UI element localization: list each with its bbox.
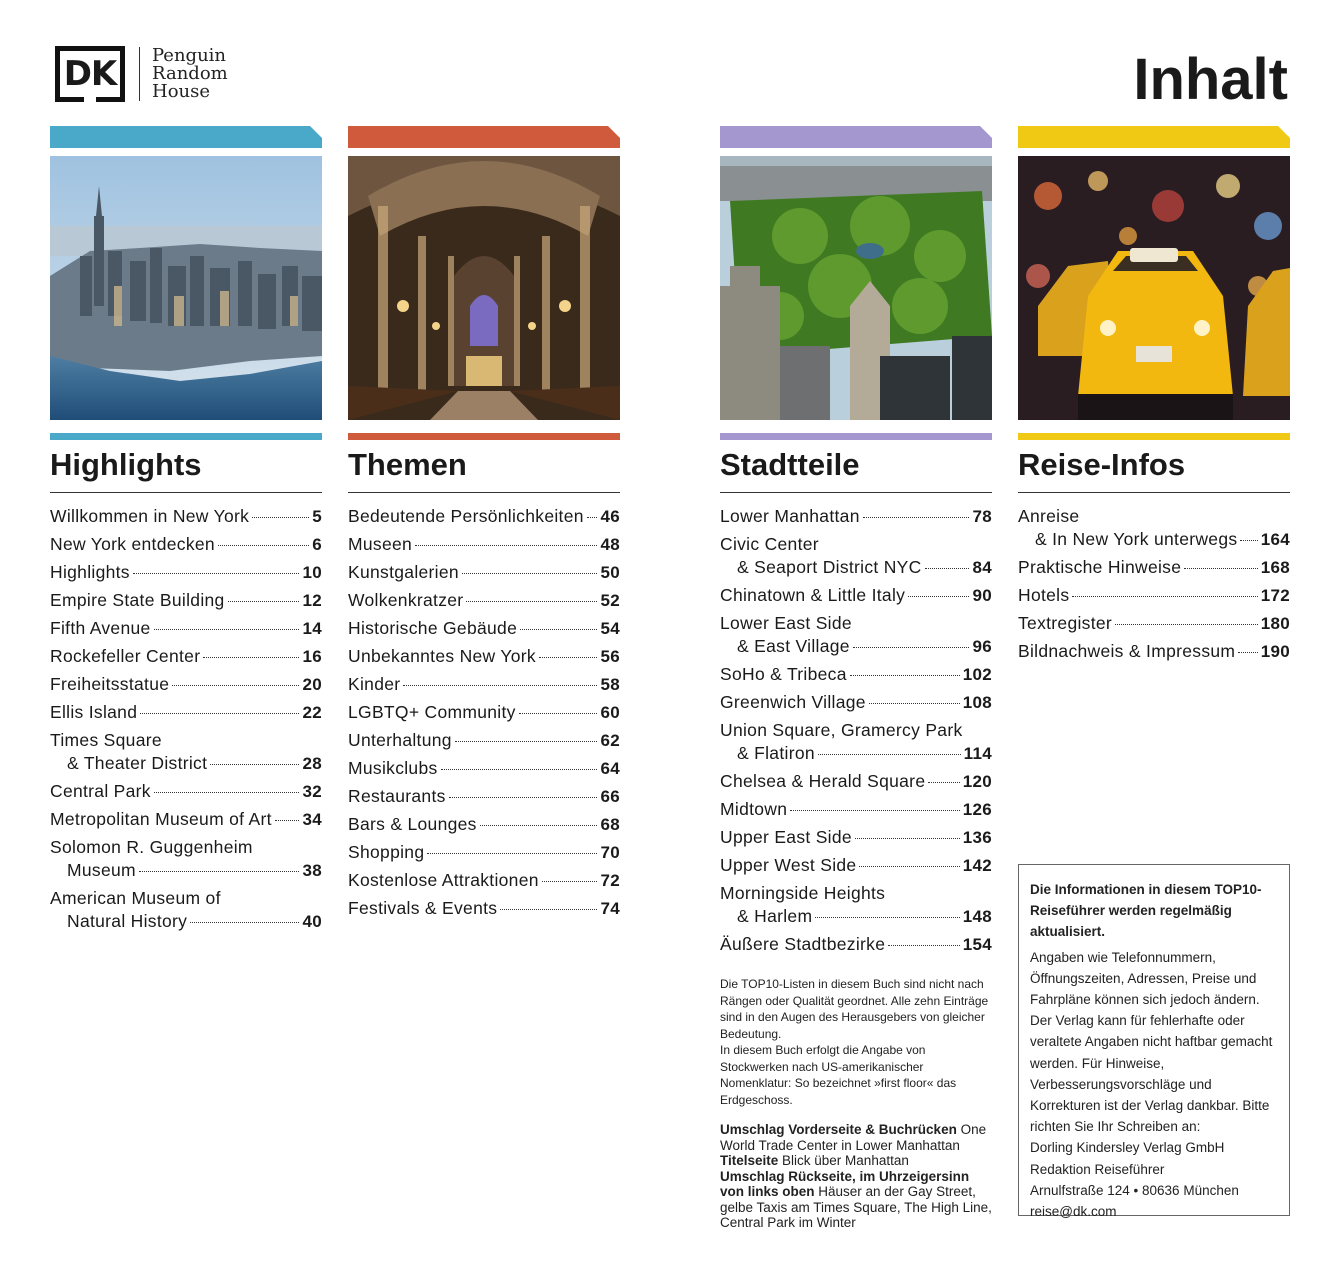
section-tab	[1018, 126, 1290, 148]
section-tab	[720, 126, 992, 148]
section-reiseinfos	[1018, 126, 1290, 668]
toc-entry[interactable]: Fifth Avenue 14	[50, 618, 322, 638]
toc-entry[interactable]: Freiheitsstatue 20	[50, 674, 322, 694]
photo-yellow-taxis	[1018, 156, 1290, 420]
toc-entry[interactable]: Bars & Lounges 68	[348, 814, 620, 834]
section-rule	[1018, 433, 1290, 440]
toc-entry[interactable]: Museen 48	[348, 534, 620, 554]
toc-entry[interactable]: Central Park 32	[50, 781, 322, 801]
toc-entry[interactable]: Kunstgalerien 50	[348, 562, 620, 582]
toc-entry[interactable]: American Museum of Natural History 40	[50, 888, 322, 931]
toc-entry[interactable]: Lower East Side & East Village 96	[720, 613, 992, 656]
note-top10: Die TOP10-Listen in diesem Buch sind nicht nach Rängen oder Qualität geordnet. Alle zehn Einträge sind in den Augen des Herausgebers von gleicher Bedeutung.	[720, 977, 989, 1041]
publisher-department: Redaktion Reiseführer	[1030, 1161, 1165, 1177]
toc-entry[interactable]: Times Square & Theater District 28	[50, 730, 322, 773]
photo-central-park	[720, 156, 992, 420]
photo-cathedral-nave	[348, 156, 620, 420]
toc-entry[interactable]: Hotels 172	[1018, 585, 1290, 605]
toc-entry[interactable]: New York entdecken 6	[50, 534, 322, 554]
publisher-address: Arnulfstraße 124 • 80636 München	[1030, 1182, 1239, 1198]
publisher-logo	[55, 46, 228, 102]
toc-entry[interactable]: Rockefeller Center 16	[50, 646, 322, 666]
penguin-random-house-wordmark: Penguin Random House	[152, 45, 228, 102]
logo-divider	[139, 47, 140, 101]
toc-entry[interactable]: Äußere Stadtbezirke 154	[720, 934, 992, 954]
toc-entry[interactable]: Festivals & Events 74	[348, 898, 620, 918]
toc-entry[interactable]: Musikclubs 64	[348, 758, 620, 778]
toc-entry[interactable]: Anreise & In New York unterwegs 164	[1018, 506, 1290, 549]
section-tab	[348, 126, 620, 148]
toc-entry[interactable]: LGBTQ+ Community 60	[348, 702, 620, 722]
toc-entry[interactable]: Kostenlose Attraktionen 72	[348, 870, 620, 890]
toc-entry[interactable]: Highlights 10	[50, 562, 322, 582]
photo-lower-manhattan	[50, 156, 322, 420]
section-themen	[348, 126, 620, 925]
toc-entry[interactable]: Kinder 58	[348, 674, 620, 694]
toc-entry[interactable]: Midtown 126	[720, 799, 992, 819]
page-title: Inhalt	[1133, 47, 1288, 112]
section-title-stadtteile: Stadtteile	[720, 444, 992, 493]
toc-entry[interactable]: Morningside Heights & Harlem 148	[720, 883, 992, 926]
toc-entry[interactable]: Willkommen in New York 5	[50, 506, 322, 526]
toc-entry[interactable]: Bildnachweis & Impressum 190	[1018, 641, 1290, 661]
cover-credits: Umschlag Vorderseite & Buchrücken One World Trade Center in Lower Manhattan Titelseite Blick über Manhattan Umschlag Rückseite, im Uhrzeigersinn von links oben Häuser an der Gay Street, gelbe Taxis am Times Square, The High Line, Central Park im Winter	[720, 1122, 992, 1230]
toc-entry[interactable]: Unterhaltung 62	[348, 730, 620, 750]
toc-entry[interactable]: Civic Center & Seaport District NYC 84	[720, 534, 992, 577]
toc-entry[interactable]: Wolkenkratzer 52	[348, 590, 620, 610]
note-floors: In diesem Buch erfolgt die Angabe von Stockwerken nach US-amerikanischer Nomenklatur: So bezeichnet »first floor« das Erdgeschoss.	[720, 1043, 957, 1107]
toc-entry[interactable]: Upper West Side 142	[720, 855, 992, 875]
section-tab	[50, 126, 322, 148]
section-title-reiseinfos: Reise-Infos	[1018, 444, 1290, 493]
toc-entry[interactable]: Metropolitan Museum of Art 34	[50, 809, 322, 829]
info-box-heading: Die Informationen in diesem TOP10-Reiseführer werden regelmäßig aktualisiert.	[1030, 882, 1262, 940]
toc-entry[interactable]: Historische Gebäude 54	[348, 618, 620, 638]
toc-entry[interactable]: SoHo & Tribeca 102	[720, 664, 992, 684]
toc-entry[interactable]: Textregister 180	[1018, 613, 1290, 633]
toc-entry[interactable]: Solomon R. Guggenheim Museum 38	[50, 837, 322, 880]
toc-entry[interactable]: Unbekanntes New York 56	[348, 646, 620, 666]
section-stadtteile	[720, 126, 992, 961]
toc-list	[720, 505, 992, 956]
update-info-box	[1018, 864, 1290, 1220]
dk-logo: DK	[55, 46, 125, 102]
toc-entry[interactable]: Restaurants 66	[348, 786, 620, 806]
section-title-themen: Themen	[348, 444, 620, 493]
toc-entry[interactable]: Union Square, Gramercy Park & Flatiron 114	[720, 720, 992, 763]
toc-entry[interactable]: Lower Manhattan 78	[720, 506, 992, 526]
info-box-body: Angaben wie Telefonnummern, Öffnungszeiten, Adressen, Preise und Fahrpläne können sich jedoch ändern. Der Verlag kann für fehlerhafte oder veraltete Angaben nicht haftbar gemacht werden. Für Hinweise, Verbesserungsvorschläge und Korrekturen ist der Verlag dankbar. Bitte richten Sie Ihr Schreiben an:	[1030, 949, 1273, 1135]
publisher-name: Dorling Kindersley Verlag GmbH	[1030, 1140, 1225, 1156]
section-rule	[50, 433, 322, 440]
section-rule	[348, 433, 620, 440]
toc-list	[1018, 505, 1290, 663]
toc-entry[interactable]: Greenwich Village 108	[720, 692, 992, 712]
section-highlights	[50, 126, 322, 938]
toc-list	[50, 505, 322, 933]
notes-block	[720, 976, 992, 1231]
section-rule	[720, 433, 992, 440]
toc-list	[348, 505, 620, 920]
toc-entry[interactable]: Empire State Building 12	[50, 590, 322, 610]
publisher-email[interactable]: reise@dk.com	[1030, 1204, 1117, 1220]
toc-entry[interactable]: Ellis Island 22	[50, 702, 322, 722]
toc-entry[interactable]: Praktische Hinweise 168	[1018, 557, 1290, 577]
toc-entry[interactable]: Shopping 70	[348, 842, 620, 862]
section-title-highlights: Highlights	[50, 444, 322, 493]
toc-entry[interactable]: Bedeutende Persönlichkeiten 46	[348, 506, 620, 526]
toc-entry[interactable]: Chinatown & Little Italy 90	[720, 585, 992, 605]
toc-entry[interactable]: Upper East Side 136	[720, 827, 992, 847]
toc-entry[interactable]: Chelsea & Herald Square 120	[720, 771, 992, 791]
